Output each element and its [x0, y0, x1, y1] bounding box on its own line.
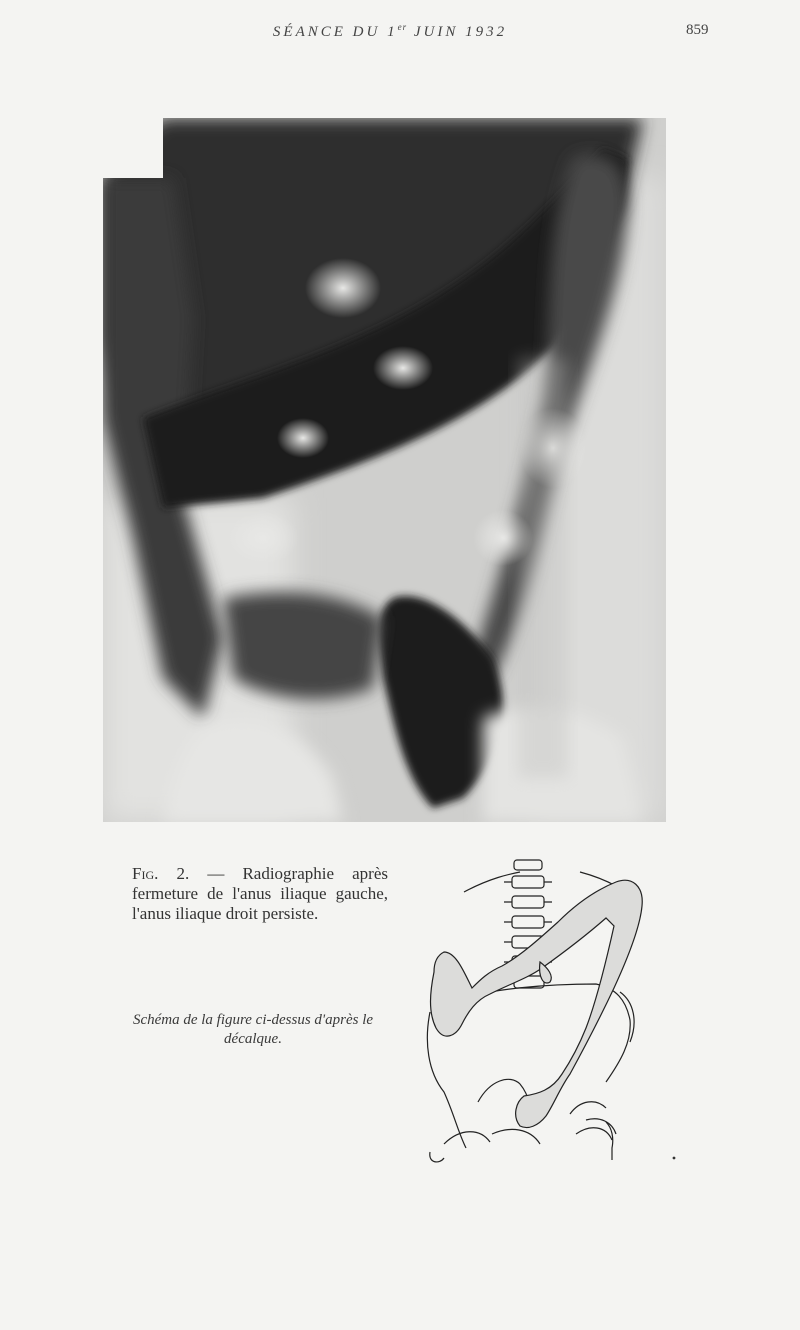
running-head — [230, 22, 550, 41]
page-number: 859 — [686, 22, 709, 38]
schema-caption: Schéma de la figure ci-dessus d'après le décalque. — [132, 1012, 374, 1047]
figure-caption — [132, 864, 388, 924]
figure-caption-text: — Radiographie après fermeture de l'anus iliaque gauche, l'anus iliaque droit persiste. — [132, 864, 389, 923]
schema-drawing — [420, 852, 680, 1164]
figure-number: Fig. 2. — [132, 864, 190, 883]
running-head-superscript: er — [397, 22, 408, 32]
radiograph-image — [103, 118, 666, 822]
running-head-text: SÉANCE DU 1 — [272, 24, 398, 40]
running-head-date: JUIN 1932 — [407, 24, 508, 40]
